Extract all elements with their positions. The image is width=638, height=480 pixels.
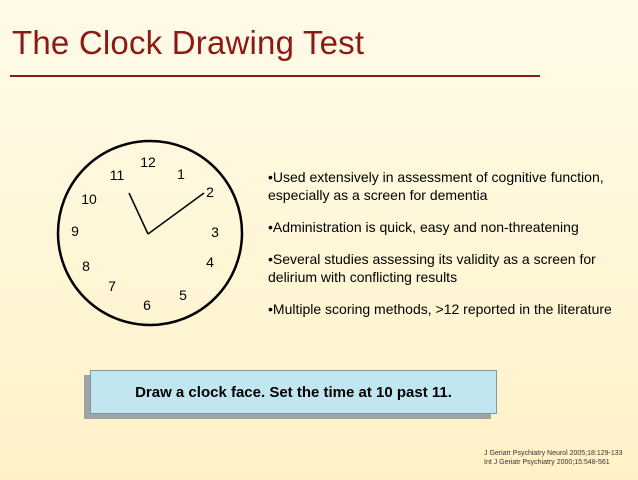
clock-minute-hand (148, 193, 204, 234)
clock-number-6: 6 (143, 297, 151, 313)
clock-number-2: 2 (206, 184, 214, 200)
reference-line: Int J Geriatr Psychiatry 2000;15:548-561 (484, 459, 610, 466)
clock-number-8: 8 (82, 258, 90, 274)
clock-number-9: 9 (71, 223, 79, 239)
bullet-item: •Several studies assessing its validity as a screen for delirium with conflicting results (268, 251, 596, 285)
clock-drawing (55, 148, 245, 338)
clock-number-12: 12 (140, 154, 156, 170)
bullet-item: •Multiple scoring methods, >12 reported in the literature (268, 301, 612, 317)
clock-hour-hand (129, 193, 148, 234)
title-underline (10, 75, 540, 77)
clock-number-7: 7 (108, 278, 116, 294)
bullet-item: •Administration is quick, easy and non-threatening (268, 219, 579, 235)
clock-number-3: 3 (211, 224, 219, 240)
reference-line: J Geriatr Psychiatry Neurol 2005;18:129-133 (484, 450, 623, 457)
clock-number-11: 11 (109, 167, 125, 183)
clock-number-5: 5 (179, 287, 187, 303)
clock-number-10: 10 (81, 191, 97, 207)
instruction-box: Draw a clock face. Set the time at 10 past 11. (90, 370, 497, 414)
references (484, 449, 623, 467)
slide-title: The Clock Drawing Test (12, 24, 365, 61)
bullet-item: •Used extensively in assessment of cognitive function, especially as a screen for dementia (268, 169, 604, 203)
clock-number-4: 4 (206, 254, 214, 270)
clock-number-1: 1 (177, 166, 185, 182)
bullet-list (268, 168, 613, 332)
